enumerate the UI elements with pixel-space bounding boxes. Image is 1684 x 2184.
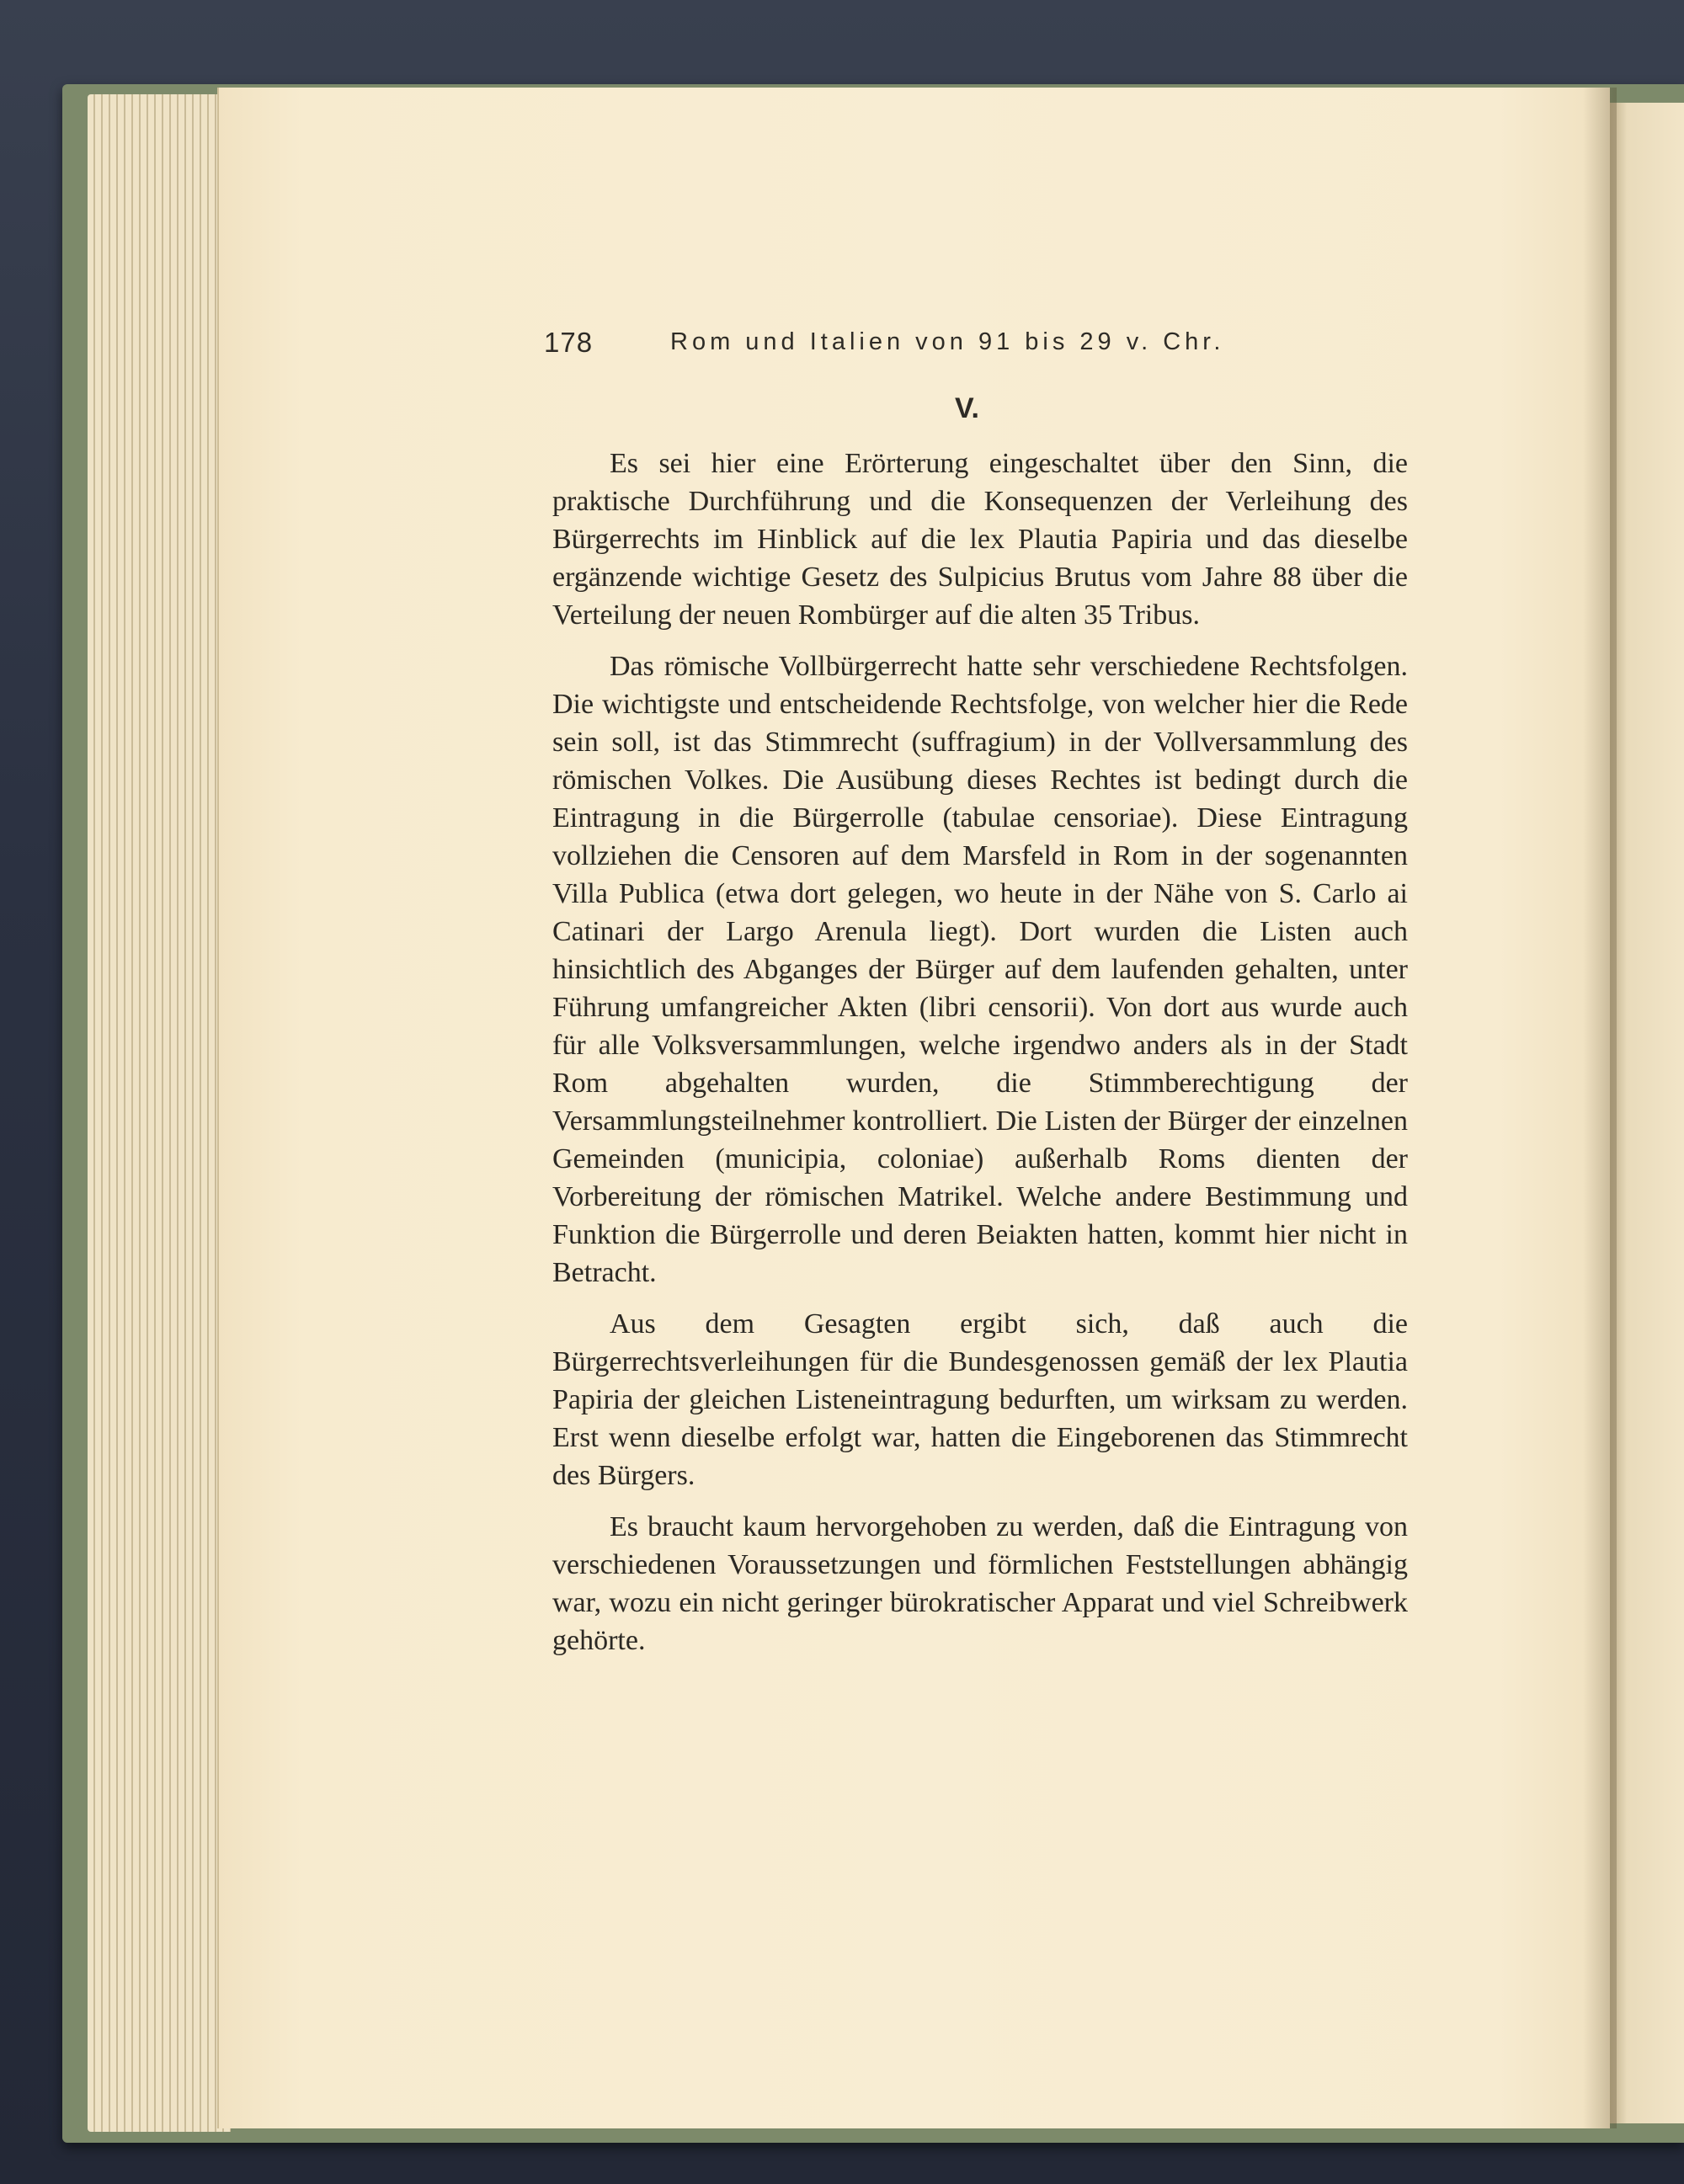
running-title: Rom und Italien von 91 bis 29 v. Chr. [670,328,1225,355]
section-heading: V. [955,392,980,424]
gutter-shadow [1583,88,1617,2128]
paragraph: Es braucht kaum hervorgehoben zu werden, daß die Eintragung von verschiedenen Voraussetzungen und förmlichen Feststellungen abhängig war, wozu ein nicht geringer bürokratischer Apparat und viel Schreibwerk gehörte. [552,1511,1408,1656]
page-header [544,327,1403,369]
page-number: 178 [544,327,594,358]
body-text [552,445,1408,1659]
next-leaf-edge [1608,103,1684,2123]
paragraph: Es sei hier eine Erörterung eingeschaltet über den Sinn, die praktische Durchführung und die Konsequenzen der Verleihung des Bürgerrechts im Hinblick auf die lex Plautia Papiria und das dieselbe ergänzende wichtige Gesetz des Sulpicius Brutus vom Jahre 88 über die Verteilung der neuen Rombürger auf die alten 35 Tribus. [552,448,1408,631]
paragraph: Das römische Vollbürgerrecht hatte sehr verschiedene Rechtsfolgen. Die wichtigste und entscheidende Rechtsfolge, von welcher hier die Rede sein soll, ist das Stimmrecht (suffragium) in der Vollversammlung des römischen Volkes. Die Ausübung dieses Rechtes ist bedingt durch die Eintragung in die Bürgerrolle (tabulae censoriae). Diese Eintragung vollziehen die Censoren auf dem Marsfeld in Rom in der sogenannten Villa Publica (etwa dort gelegen, wo heute in der Nähe von S. Carlo ai Catinari der Largo Arenula liegt). Dort wurden die Listen auch hinsichtlich des Abganges der Bürger auf dem laufenden gehalten, unter Führung umfangreicher Akten (libri censorii). Von dort aus wurde auch für alle Volksversammlungen, welche irgendwo anders als in der Stadt Rom abgehalten wurden, die Stimmberechtigung der Versammlungsteilnehmer kontrolliert. Die Listen der Bürger der einzelnen Gemeinden (municipia, coloniae) außerhalb Roms dienten der Vorbereitung der römischen Matrikel. Welche andere Bestimmung und Funktion die Bürgerrolle und deren Beiakten hatten, kommt hier nicht in Betracht. [552,651,1408,1288]
page-edges [88,94,231,2132]
paragraph: Aus dem Gesagten ergibt sich, daß auch die Bürgerrechtsverleihungen für die Bundesgenossen gemäß der lex Plautia Papiria der gleichen Listeneintragung bedurften, um wirksam zu werden. Erst wenn dieselbe erfolgt war, hatten die Eingeborenen das Stimmrecht des Bürgers. [552,1308,1408,1491]
